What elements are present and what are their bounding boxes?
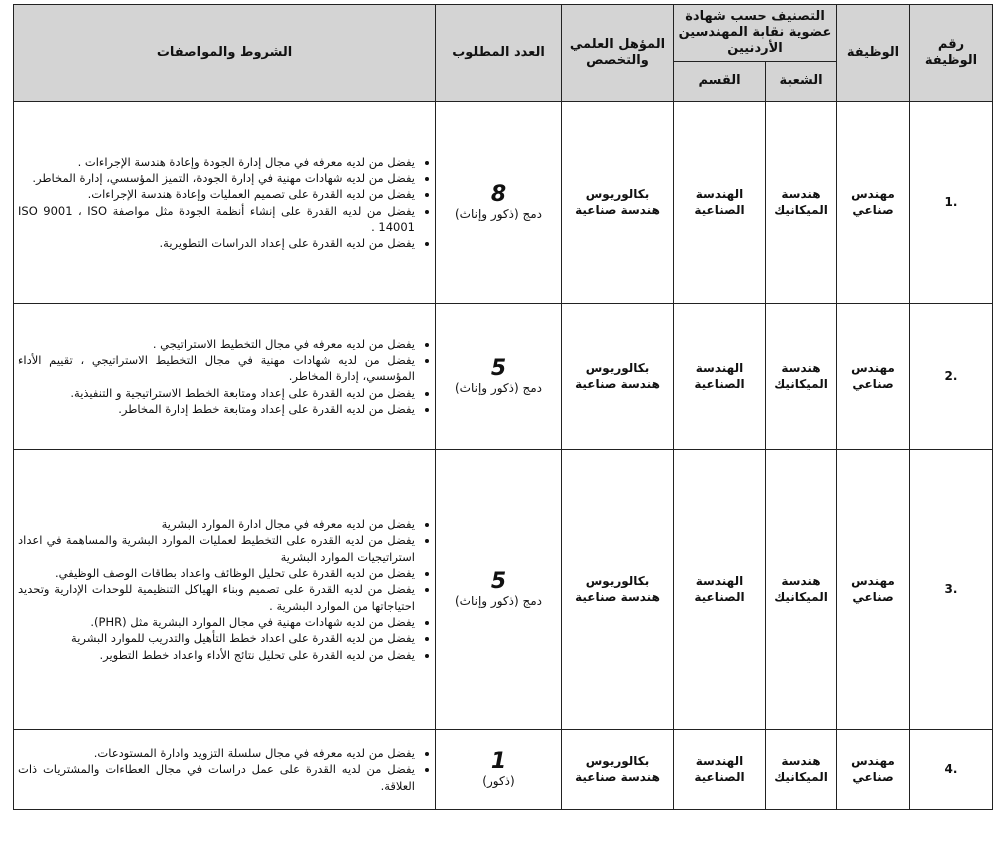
condition-item: • يفضل من لديه شهادات مهنية في مجال التخطيط الاستراتيجي ، تقييم الأداء المؤسسي، إدارة المخاطر. xyxy=(18,352,415,385)
qualification-cell: بكالوريوس هندسة صناعية xyxy=(562,102,674,304)
job-title-cell: مهندس صناعي xyxy=(837,730,910,810)
count-cell xyxy=(436,102,562,304)
qualification-cell: بكالوريوس هندسة صناعية xyxy=(562,730,674,810)
job-number-cell: .1 xyxy=(910,102,993,304)
count-value: 5 xyxy=(490,355,507,381)
branch-cell: هندسة الميكانيك xyxy=(766,304,837,450)
count-cell xyxy=(436,730,562,810)
count-note: دمج (ذكور وإناث) xyxy=(455,593,542,608)
conditions-list xyxy=(18,745,429,794)
condition-item: • يفضل من لديه القدرة على عمل دراسات في مجال العطاءات والمشتريات ذات العلاقة. xyxy=(18,761,415,794)
count-note: (ذكور) xyxy=(482,773,515,788)
job-title-cell: مهندس صناعي xyxy=(837,304,910,450)
header-job: الوظيفة xyxy=(837,5,910,102)
table-row xyxy=(14,304,993,450)
count-value: 1 xyxy=(490,748,507,774)
section-cell: الهندسة الصناعية xyxy=(674,102,766,304)
branch-cell: هندسة الميكانيك xyxy=(766,730,837,810)
header-section: القسم xyxy=(674,62,766,102)
job-title-cell: مهندس صناعي xyxy=(837,102,910,304)
condition-item: • يفضل من لديه معرفه في مجال سلسلة التزويد وادارة المستودعات. xyxy=(18,745,415,761)
conditions-cell xyxy=(14,730,436,810)
conditions-cell xyxy=(14,304,436,450)
table-row xyxy=(14,730,993,810)
condition-item: • يفضل من لديه معرفه في مجال التخطيط الاستراتيجي . xyxy=(18,336,415,352)
table-row xyxy=(14,102,993,304)
header-conditions: الشروط والمواصفات xyxy=(14,5,436,102)
jobs-table xyxy=(13,4,993,810)
condition-item: • يفضل من لديه القدرة على تحليل نتائج الأداء واعداد خطط التطوير. xyxy=(18,647,415,663)
header-classification: التصنيف حسب شهادة عضوية نقابة المهندسين الأردنيين xyxy=(674,5,837,62)
condition-item: • يفضل من لديه القدرة على تحليل الوظائف واعداد بطاقات الوصف الوظيفي. xyxy=(18,565,415,581)
header-job-number: رقم الوظيفة xyxy=(910,5,993,102)
job-number-cell: .4 xyxy=(910,730,993,810)
conditions-list xyxy=(18,154,429,252)
conditions-list xyxy=(18,516,429,663)
qualification-cell: بكالوريوس هندسة صناعية xyxy=(562,304,674,450)
condition-item: • يفضل من لديه القدره على التخطيط لعمليات الموارد البشرية والمساهمة في اعداد استراتيجيات الموارد البشرية xyxy=(18,532,415,565)
condition-item: • يفضل من لديه القدرة على تصميم وبناء الهياكل التنظيمية للوحدات الإدارية وتحديد احتياجاتها من الموارد البشرية . xyxy=(18,581,415,614)
count-cell xyxy=(436,450,562,730)
condition-item: • يفضل من لديه شهادات مهنية في إدارة الجودة، التميز المؤسسي، إدارة المخاطر. xyxy=(18,170,415,186)
header-branch: الشعبة xyxy=(766,62,837,102)
branch-cell: هندسة الميكانيك xyxy=(766,450,837,730)
job-number-cell: .3 xyxy=(910,450,993,730)
condition-item: • يفضل من لديه القدرة على تصميم العمليات وإعادة هندسة الإجراءات. xyxy=(18,186,415,202)
condition-item: • يفضل من لديه شهادات مهنية في مجال الموارد البشرية مثل (PHR). xyxy=(18,614,415,630)
count-note: دمج (ذكور وإناث) xyxy=(455,206,542,221)
condition-item: • يفضل من لديه معرفه في مجال ادارة الموارد البشرية xyxy=(18,516,415,532)
branch-cell: هندسة الميكانيك xyxy=(766,102,837,304)
header-qualification: المؤهل العلمي والتخصص xyxy=(562,5,674,102)
condition-item: • يفضل من لديه القدرة على إعداد ومتابعة الخطط الاستراتيجية و التنفيذية. xyxy=(18,385,415,401)
condition-item: • يفضل من لديه معرفه في مجال إدارة الجودة وإعادة هندسة الإجراءات . xyxy=(18,154,415,170)
job-title-cell: مهندس صناعي xyxy=(837,450,910,730)
condition-item: • يفضل من لديه القدرة على اعداد خطط التأهيل والتدريب للموارد البشرية xyxy=(18,630,415,646)
count-value: 8 xyxy=(490,181,507,207)
job-number-cell: .2 xyxy=(910,304,993,450)
section-cell: الهندسة الصناعية xyxy=(674,730,766,810)
count-note: دمج (ذكور وإناث) xyxy=(455,380,542,395)
condition-item: • يفضل من لديه القدرة على إعداد الدراسات التطويرية. xyxy=(18,235,415,251)
conditions-cell xyxy=(14,450,436,730)
conditions-list xyxy=(18,336,429,418)
header-required-count: العدد المطلوب xyxy=(436,5,562,102)
section-cell: الهندسة الصناعية xyxy=(674,450,766,730)
table-row xyxy=(14,450,993,730)
condition-item: • يفضل من لديه القدرة على إعداد ومتابعة خطط إدارة المخاطر. xyxy=(18,401,415,417)
conditions-cell xyxy=(14,102,436,304)
section-cell: الهندسة الصناعية xyxy=(674,304,766,450)
count-value: 5 xyxy=(490,568,507,594)
condition-item: • يفضل من لديه القدرة على إنشاء أنظمة الجودة مثل مواصفة ISO 9001 ، ISO 14001 . xyxy=(18,203,415,236)
count-cell xyxy=(436,304,562,450)
qualification-cell: بكالوريوس هندسة صناعية xyxy=(562,450,674,730)
